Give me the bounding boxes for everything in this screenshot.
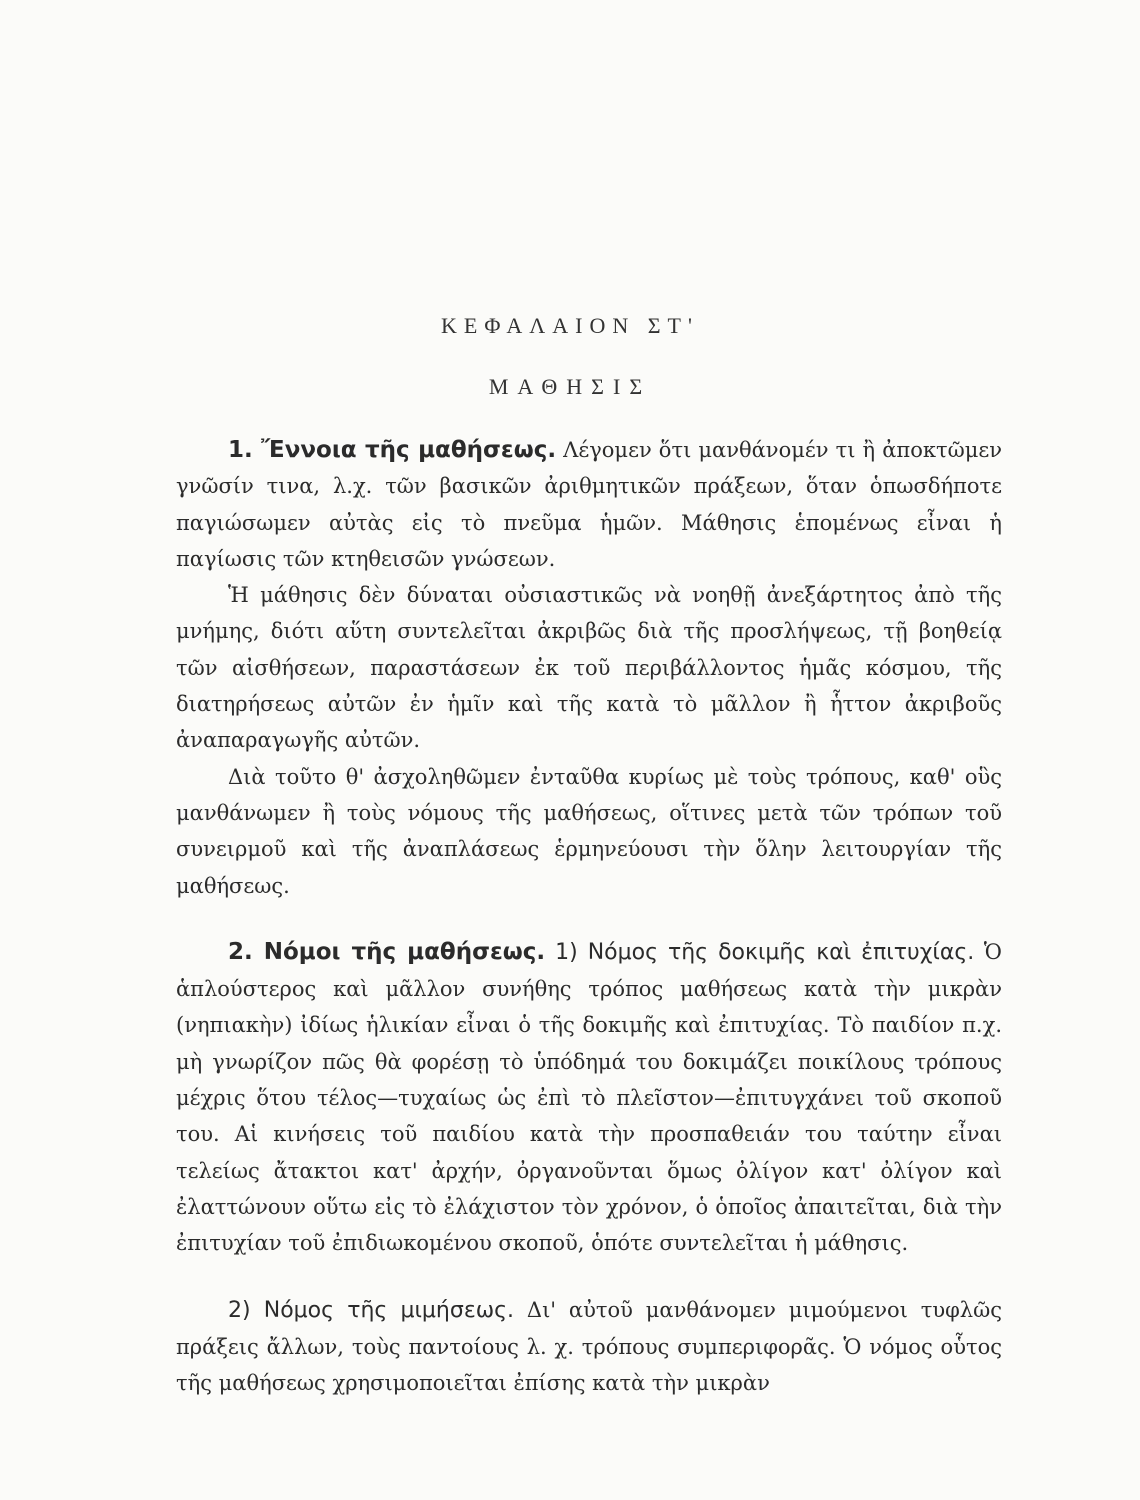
paragraph-gap	[176, 1262, 1002, 1292]
section-1-heading: 1. Ἔννοια τῆς μαθήσεως.	[228, 437, 557, 463]
law-1-heading: 1) Νόμος τῆς δοκιμῆς καὶ ἐπιτυχίας.	[545, 939, 975, 965]
section-2-heading: 2. Νόμοι τῆς μαθήσεως.	[228, 938, 546, 965]
section-2-text-1: Ὁ ἁπλούστερος καὶ μᾶλλον συνήθης τρόπος μαθήσεως κατὰ τὴν μικρὰν (νηπιακὴν) ἰδίως ἡλικίαν εἶναι ὁ τῆς δοκιμῆς καὶ ἐπιτυχίας. Τὸ παιδίον π.χ. μὴ γνωρίζον πῶς θὰ φορέσῃ τὸ ὑπόδημά του δοκιμάζει ποικίλους τρόπους μέχρις ὅτου τέλος—τυχαίως ὡς ἐπὶ τὸ πλεῖστον—ἐπιτυγχάνει τοῦ σκοποῦ του. Αἱ κινήσεις τοῦ παιδίου κατὰ τὴν προσπαθειάν του ταύτην εἶναι τελείως ἄτακτοι κατ' ἀρχήν, ὀργανοῦνται ὅμως ὀλίγον κατ' ὀλίγον καὶ ἐλαττώνουν οὕτω εἰς τὸ ἐλάχιστον τὸν χρόνον, ὁ ὁποῖος ἀπαιτεῖται, διὰ τὴν ἐπιτυχίαν τοῦ ἐπιδιωκομένου σκοποῦ, ὁπότε συντελεῖται ἡ μάθησις.	[176, 939, 1002, 1256]
body-text	[176, 432, 1002, 1401]
section-1-paragraph-2: Ἡ μάθησις δὲν δύναται οὐσιαστικῶς νὰ νοηθῇ ἀνεξάρτητος ἀπὸ τῆς μνήμης, διότι αὕτη συντελεῖται ἀκριβῶς διὰ τῆς προσλήψεως, τῇ βοηθείᾳ τῶν αἰσθήσεων, παραστάσεων ἐκ τοῦ περιβάλλοντος ἡμᾶς κόσμου, τῆς διατηρήσεως αὐτῶν ἐν ἡμῖν καὶ τῆς κατὰ τὸ μᾶλλον ἢ ἧττον ἀκριβοῦς ἀναπαραγωγῆς αὐτῶν.	[176, 583, 1002, 753]
section-2-paragraph-2	[176, 1292, 1002, 1402]
law-2-heading: 2) Νόμος τῆς μιμήσεως.	[228, 1297, 515, 1323]
section-2-text-2: Δι' αὐτοῦ μανθάνομεν μιμούμενοι τυφλῶς πράξεις ἄλλων, τοὺς παντοίους λ. χ. τρόπους συμπεριφορᾶς. Ὁ νόμος οὗτος τῆς μαθήσεως χρησιμοποιεῖται ἐπίσης κατὰ τὴν μικρὰν	[176, 1297, 1002, 1396]
chapter-label: ΚΕΦΑΛΑΙΟΝ ΣΤ'	[441, 313, 699, 338]
section-1-paragraph-1	[176, 432, 1002, 577]
section-2-paragraph-1	[176, 934, 1002, 1262]
section-1-paragraph-3: Διὰ τοῦτο θ' ἀσχοληθῶμεν ἐνταῦθα κυρίως μὲ τοὺς τρόπους, καθ' οὓς μανθάνωμεν ἢ τοὺς νόμους τῆς μαθήσεως, οἵτινες μετὰ τῶν τρόπων τοῦ συνειρμοῦ καὶ τῆς ἀναπλάσεως ἑρμηνεύουσι τὴν ὅλην λειτουργίαν τῆς μαθήσεως.	[176, 764, 1002, 898]
chapter-title: ΜΑΘΗΣΙΣ	[488, 374, 652, 399]
section-gap	[176, 904, 1002, 934]
section-1-text-1: Λέγομεν ὅτι μανθάνομέν τι ἢ ἀποκτῶμεν γνῶσίν τινα, λ.χ. τῶν βασικῶν ἀριθμητικῶν πράξεων, ὅταν ὁπωσδήποτε παγιώσωμεν αὐτὰς εἰς τὸ πνεῦμα ἡμῶν. Μάθησις ἑπομένως εἶναι ἡ παγίωσις τῶν κτηθεισῶν γνώσεων.	[176, 438, 1002, 571]
